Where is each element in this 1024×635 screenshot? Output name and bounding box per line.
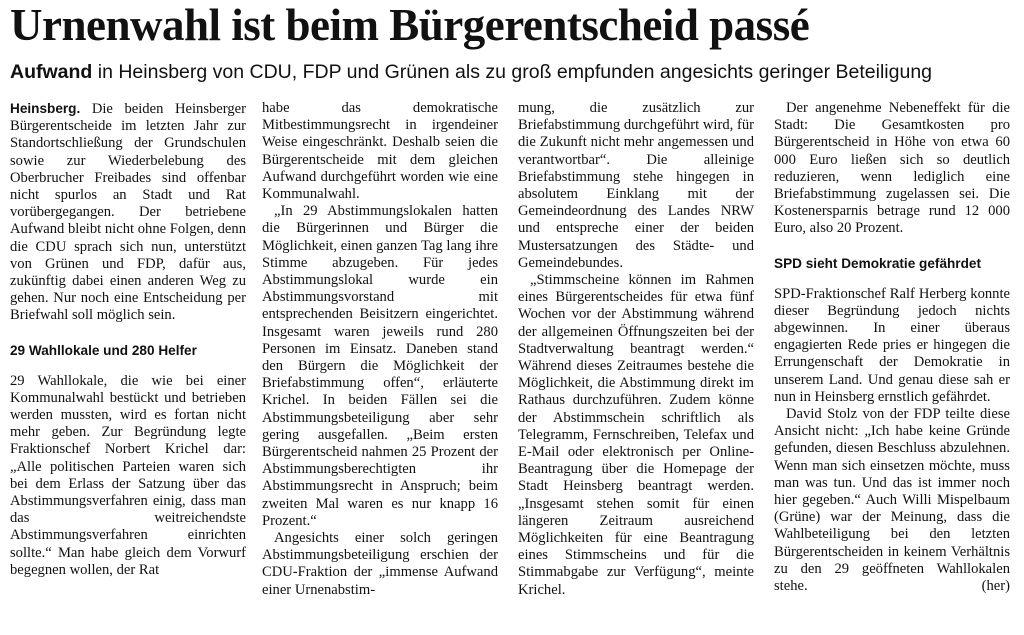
headline: Urnenwahl ist beim Bürgerentscheid passé: [10, 0, 810, 50]
col4-paragraph-3-text: David Stolz von der FDP teilte diese Ansicht nicht: „Ich habe keine Gründe gefunden, diesen Beschluss abzulehnen. Wenn man sich einsetzen möchte, muss man was tun. Und das ist immer noch hier gegeben.“ Auch Willi Mispelbaum (Grüne) war der Meinung, dass die Wahlbeteiligung bei den letzten Bürgerentscheiden in keinem Verhältnis zu den 29 geöffneten Wahllokalen stehe.: [774, 406, 1010, 595]
col3-paragraph-2: „Stimmscheine können im Rahmen eines Bürgerentscheides für etwa fünf Wochen vor der Abstimmung während der allgemeinen Öffnungszeiten bei der Stadtverwaltung beantragt werden.“ Während dieses Zeitraumes bestehe die Möglichkeit, die Abstimmung direkt im Rathaus durchzuführen. Zudem könne der Abstimmschein schriftlich als Telegramm, Fernschreiben, Telefax und E-Mail oder elektronisch per Online-Beantragung über die Homepage der Stadt Heinsberg beantragt werden. „Insgesamt stehen somit für einen längeren Zeitraum ausreichend Möglichkeiten für eine Beantragung eines Stimmscheins und für die Stimmabgabe zur Verfügung“, meinte Krichel.: [518, 272, 754, 598]
col1-paragraph-1: Die beiden Heinsberger Bürgerentscheide im letzten Jahr zur Standortschließung der Grundschulen sowie zur Wiederbelebung des Oberbrucher Freibades sind offenbar nicht spurlos an Stadt und Rat vorübergegangen. Der betriebene Aufwand bleibt nicht ohne Folgen, denn die CDU sprach sich nun, unterstützt von Grünen und FDP, dafür aus, zukünftig dabei einen anderen Weg zu gehen. Nur noch eine Entscheidung per Briefwahl soll möglich sein.: [10, 101, 246, 324]
subheadline-text: in Heinsberg von CDU, FDP und Grünen als zu groß empfunden angesichts geringer Beteiligung: [92, 61, 933, 83]
subheadline: [10, 58, 1020, 86]
col3-paragraph-1: mung, die zusätzlich zur Briefabstimmung durchgeführt wird, für die Zukunft nicht mehr angemessen und verantwortbar“. Die alleinige Briefabstimmung stehe hingegen in absolutem Einklang mit der Gemeindeordnung des Landes NRW und entspreche einer der beiden Mustersatzungen des Städte- und Gemeindebundes.: [518, 100, 754, 271]
subheadline-lead: Aufwand: [10, 61, 93, 83]
col4-paragraph-2: SPD-Fraktionschef Ralf Herberg konnte dieser Begründung jedoch nichts abgewinnen. In einer überaus engagierten Rede pries er hingegen die Errungenschaft der Demokratie in unserem Land. Und genau diese sah er nun in Heinsberg ernstlich gefährdet.: [774, 285, 1010, 405]
column-2: [262, 100, 498, 630]
subhead-wahllokale: 29 Wahllokale und 280 Helfer: [10, 342, 197, 358]
col4-paragraph-3: [774, 406, 1010, 595]
col4-paragraph-1: Der angenehme Nebeneffekt für die Stadt: Die Gesamtkosten pro Bürgerentscheid in Höhe von etwa 60 000 Euro ließen sich so deutlich reduzieren, wenn lediglich eine Briefabstimmung zugelassen sei. Die Kostenersparnis betrage rund 12 000 Euro, also 20 Prozent.: [774, 100, 1010, 237]
column-1: [10, 100, 246, 630]
col2-paragraph-2: „In 29 Abstimmungslokalen hatten die Bürgerinnen und Bürger die Möglichkeit, einen ganzen Tag lang ihre Stimme abzugeben. Für jedes Abstimmungslokal wurde ein Abstimmungsvorstand mit entsprechenden Beisitzern eingerichtet. Insgesamt waren jeweils rund 280 Personen im Einsatz. Daneben stand den Bürgern die Möglichkeit der Briefabstimmung offen“, erläuterte Krichel. In beiden Fällen sei die Abstimmungsbeteiligung aber sehr gering ausgefallen. „Beim ersten Bürgerentscheid nahmen 25 Prozent der Abstimmungsberechtigten ihr Abstimmungsrecht in Anspruch; beim zweiten Mal waren es nur knapp 16 Prozent.“: [262, 203, 498, 529]
column-3: [518, 100, 754, 630]
col1-paragraph-2: 29 Wahllokale, die wie bei einer Kommunalwahl bestückt und betrieben werden mussten, wird es fortan nicht mehr geben. Zur Begründung legte Fraktionschef Norbert Krichel dar: „Alle politischen Parteien waren sich bei dem Erlass der Satzung über das Abstimmungsverfahren einig, dass man das weitreichendste Abstimmungsverfahren einrichten sollte.“ Man habe gleich dem Vorwurf begegnen wollen, der Rat: [10, 372, 246, 578]
col2-paragraph-1: habe das demokratische Mitbestimmungsrecht in irgendeiner Weise eingeschränkt. Deshalb seien die Bürgerentscheide mit dem gleichen Aufwand durchgeführt worden wie eine Kommunalwahl.: [262, 100, 498, 203]
col2-paragraph-3: Angesichts einer solch geringen Abstimmungsbeteiligung erschien der CDU-Fraktion der „immense Aufwand einer Urnenabstim-: [262, 530, 498, 598]
dateline: Heinsberg.: [10, 101, 81, 116]
column-4: [774, 100, 1010, 630]
author-signature: (her): [981, 578, 1010, 595]
subhead-spd: SPD sieht Demokratie gefährdet: [774, 255, 981, 271]
